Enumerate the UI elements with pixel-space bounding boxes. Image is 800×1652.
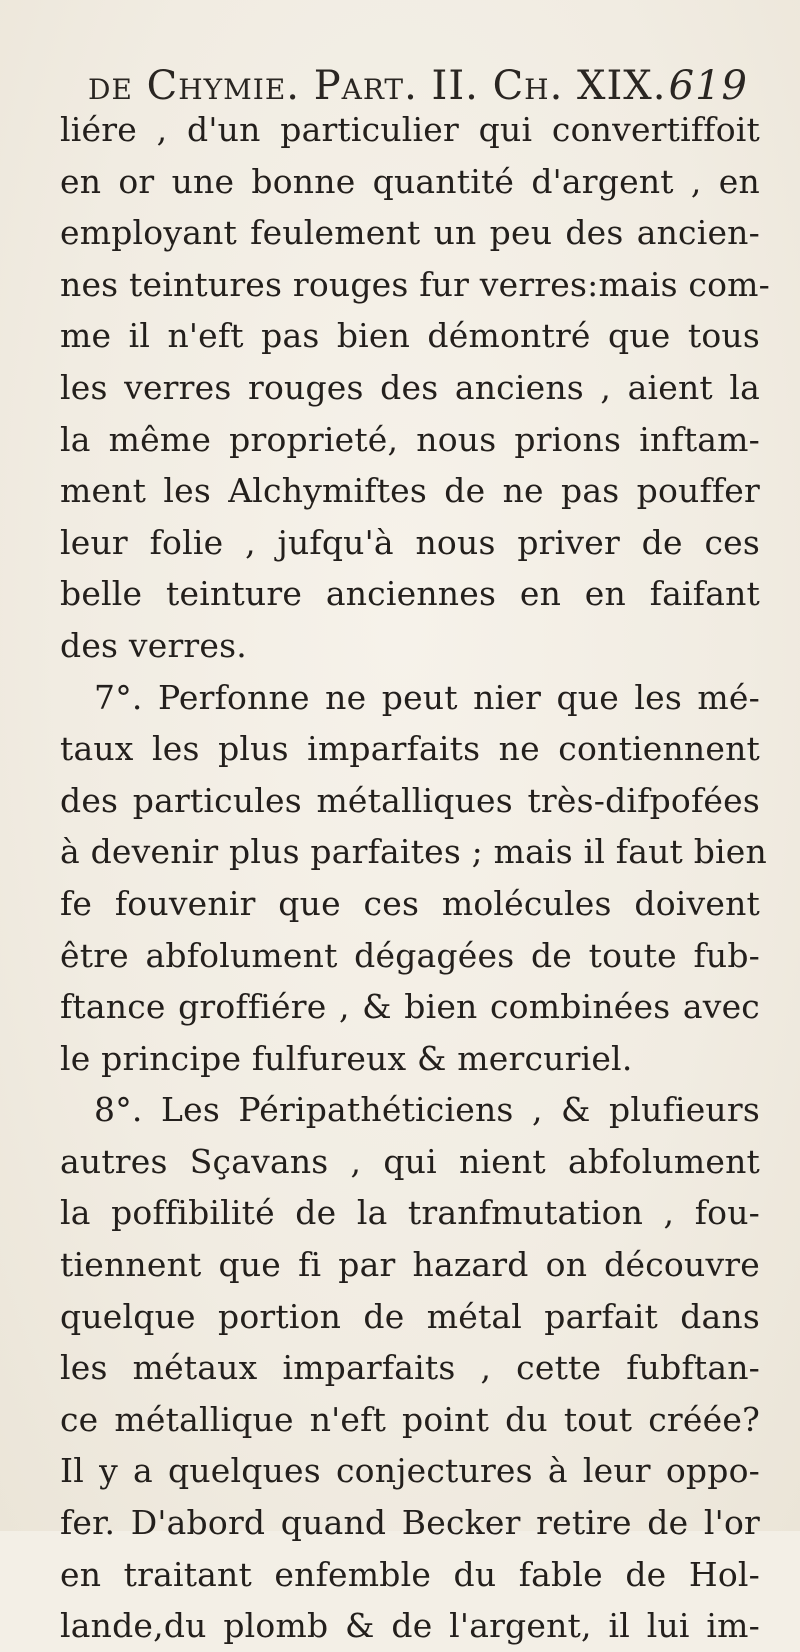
- text-line: me il n'eft pas bien démontré que tous: [60, 316, 760, 356]
- text-line: employant feulement un peu des ancien-: [60, 213, 760, 253]
- text-line: fer. D'abord quand Becker retire de l'or: [60, 1503, 760, 1543]
- paragraph-start-line: 7°. Perfonne ne peut nier que les mé-: [94, 677, 760, 717]
- text-line: à devenir plus parfaites ; mais il faut bien: [60, 832, 767, 872]
- text-line: les verres rouges des anciens , aient la: [60, 367, 760, 407]
- body-text: [60, 104, 770, 1652]
- text-line: liére , d'un particulier qui convertiffoit: [60, 110, 760, 149]
- text-line: des particules métalliques très-difpofées: [60, 780, 760, 820]
- text-line: quelque portion de métal parfait dans: [60, 1296, 760, 1336]
- text-line: en traitant enfemble du fable de Hol-: [60, 1554, 760, 1594]
- text-line: être abfolument dégagées de toute fub-: [60, 935, 760, 975]
- text-line: tiennent que fi par hazard on découvre: [60, 1245, 760, 1285]
- text-line: le principe fulfureux & mercuriel.: [60, 1038, 633, 1078]
- text-line: taux les plus imparfaits ne contiennent: [60, 729, 760, 769]
- page-number: 619: [668, 63, 748, 109]
- text-line: lande,du plomb & de l'argent, il lui im-: [60, 1606, 760, 1646]
- text-line: leur folie , jufqu'à nous priver de ces: [60, 522, 760, 562]
- text-line: en or une bonne quantité d'argent , en: [60, 161, 760, 201]
- text-line: la poffibilité de la tranfmutation , fou-: [60, 1193, 760, 1233]
- text-line: ftance groffiére , & bien combinées avec: [60, 987, 760, 1027]
- text-line: les métaux imparfaits , cette fubftan-: [60, 1348, 760, 1388]
- text-line: ment les Alchymiftes de ne pas pouffer: [60, 471, 760, 511]
- paragraph-start-line: 8°. Les Péripathéticiens , & plufieurs: [94, 1090, 760, 1130]
- text-line: nes teintures rouges fur verres:mais com-: [60, 264, 770, 304]
- text-line: fe fouvenir que ces molécules doivent: [60, 883, 760, 923]
- text-line: la même proprieté, nous prions inftam-: [60, 419, 760, 459]
- text-line: ce métallique n'eft point du tout créée?: [60, 1399, 760, 1439]
- running-head-title: de Chymie. Part. II. Ch. XIX.: [88, 63, 667, 109]
- text-line: autres Sçavans , qui nient abfolument: [60, 1141, 760, 1181]
- text-line: Il y a quelques conjectures à leur oppo-: [60, 1451, 760, 1491]
- text-line: belle teinture anciennes en en faifant: [60, 574, 760, 614]
- text-line: des verres.: [60, 625, 247, 665]
